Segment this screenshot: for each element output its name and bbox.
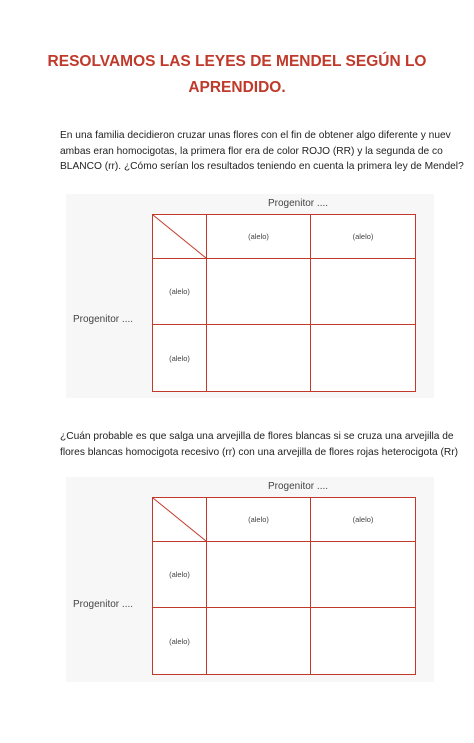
column-allele-header: (alelo) — [311, 215, 415, 259]
progenitor-left-label: Progenitor .... — [73, 599, 134, 610]
progenitor-left-label: Progenitor .... — [73, 314, 134, 325]
progenitor-top-label: Progenitor .... — [268, 481, 329, 492]
progenitor-top-label: Progenitor .... — [268, 198, 329, 209]
worksheet-title-line-1: RESOLVAMOS LAS LEYES DE MENDEL SEGÚN LO — [47, 53, 427, 70]
row-allele-header: (alelo) — [153, 608, 207, 674]
offspring-cell[interactable] — [311, 542, 415, 608]
punnett-grid — [152, 214, 416, 392]
offspring-cell[interactable] — [207, 542, 311, 608]
punnett-grid — [152, 497, 416, 675]
row-allele-header: (alelo) — [153, 259, 207, 325]
offspring-cell[interactable] — [311, 325, 415, 391]
question-2-line: flores blancas homocigota recesivo (rr) con una arvejilla de flores rojas heterocigota (Rr) — [60, 446, 459, 458]
offspring-cell[interactable] — [207, 259, 311, 325]
offspring-cell[interactable] — [207, 608, 311, 674]
offspring-cell[interactable] — [311, 259, 415, 325]
diagonal-line — [153, 498, 206, 541]
diagonal-line — [153, 215, 206, 258]
punnett-square-1 — [66, 194, 434, 398]
row-allele-header: (alelo) — [153, 542, 207, 608]
row-allele-header: (alelo) — [153, 325, 207, 391]
offspring-cell[interactable] — [207, 325, 311, 391]
question-1-text — [60, 128, 474, 175]
question-1-line: ambas eran homocigotas, la primera flor era de color ROJO (RR) y la segunda de co — [60, 145, 443, 157]
column-allele-header: (alelo) — [207, 215, 311, 259]
question-1-line: En una familia decidieron cruzar unas flores con el fin de obtener algo diferente y nuev — [60, 130, 451, 141]
question-1-line: BLANCO (rr). ¿Cómo serían los resultados teniendo en cuenta la primera ley de Mendel? — [60, 161, 464, 172]
offspring-cell[interactable] — [311, 608, 415, 674]
column-allele-header: (alelo) — [311, 498, 415, 542]
grid-corner-cell — [153, 498, 207, 542]
worksheet-title-line-2: APRENDIDO. — [188, 79, 286, 96]
question-2-line: ¿Cuán probable es que salga una arvejilla de flores blancas si se cruza una arvejilla de — [60, 431, 454, 442]
column-allele-header: (alelo) — [207, 498, 311, 542]
grid-corner-cell — [153, 215, 207, 259]
punnett-square-2 — [66, 477, 434, 682]
question-2-text — [60, 429, 474, 460]
